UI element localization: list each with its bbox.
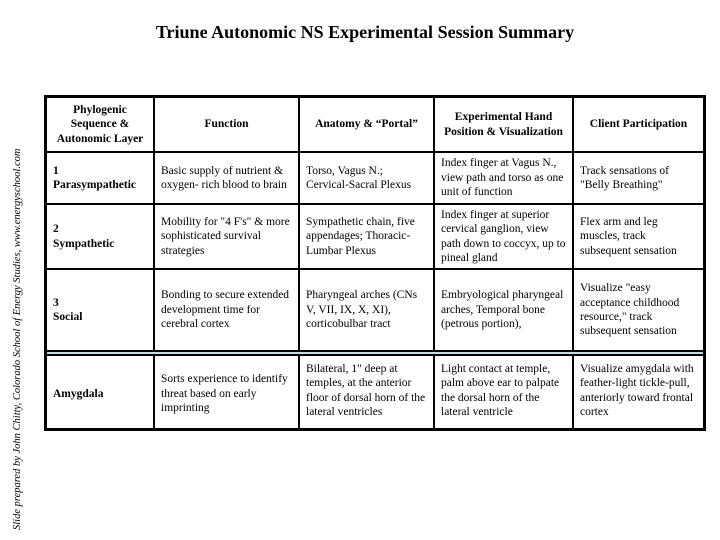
table-row: [46, 269, 705, 351]
layer-name: Social: [53, 311, 83, 323]
anatomy-cell: Bilateral, 1" deep at temples, at the anterior floor of dorsal horn of the lateral ventricles: [299, 355, 434, 430]
header-hand: Experimental Hand Position & Visualization: [434, 97, 573, 153]
function-cell: Basic supply of nutrient & oxygen- rich blood to brain: [154, 152, 299, 204]
client-cell: Visualize amygdala with feather-light tickle-pull, anteriorly toward frontal cortex: [573, 355, 705, 430]
anatomy-cell: Pharyngeal arches (CNs V, VII, IX, X, XI), corticobulbar tract: [299, 269, 434, 351]
header-client: Client Participation: [573, 97, 705, 153]
anatomy-cell: Sympathetic chain, five appendages; Thoracic-Lumbar Plexus: [299, 204, 434, 269]
function-cell: Mobility for "4 F's" & more sophisticated survival strategies: [154, 204, 299, 269]
header-function: Function: [154, 97, 299, 153]
layer-cell: [46, 355, 155, 430]
hand-cell: Light contact at temple, palm above ear to palpate the dorsal horn of the lateral ventricle: [434, 355, 573, 430]
layer-name: Amygdala: [53, 387, 104, 400]
layer-cell: [46, 269, 155, 351]
client-cell: Visualize "easy acceptance childhood resource," track subsequent sensation: [573, 269, 705, 351]
layer-cell: [46, 204, 155, 269]
hand-cell: Index finger at superior cervical ganglion, view path down to coccyx, up to pineal gland: [434, 204, 573, 269]
summary-table: [44, 95, 706, 431]
layer-name: Parasympathetic: [53, 179, 137, 191]
table-row: [46, 204, 705, 269]
client-cell: Flex arm and leg muscles, track subsequent sensation: [573, 204, 705, 269]
page-title: Triune Autonomic NS Experimental Session Summary: [155, 22, 575, 42]
function-cell: Bonding to secure extended development time for cerebral cortex: [154, 269, 299, 351]
hand-cell: Index finger at Vagus N., view path and torso as one unit of function: [434, 152, 573, 204]
header-layer: Phylogenic Sequence & Autonomic Layer: [46, 97, 155, 153]
layer-cell: [46, 152, 155, 204]
table-row: [46, 152, 705, 204]
hand-cell: Embryological pharyngeal arches, Temporal bone (petrous portion),: [434, 269, 573, 351]
client-cell: Track sensations of "Belly Breathing": [573, 152, 705, 204]
table-row: [46, 355, 705, 430]
layer-name: Sympathetic: [53, 237, 115, 250]
function-cell: Sorts experience to identify threat based on early imprinting: [154, 355, 299, 430]
layer-number: 2: [53, 223, 59, 236]
anatomy-cell: Torso, Vagus N.; Cervical-Sacral Plexus: [299, 152, 434, 204]
layer-number: 3: [53, 296, 59, 309]
side-credit: Slide prepared by John Chitty, Colorado School of Energy Studies, www.energyschool.com: [12, 148, 23, 530]
layer-number: 1: [53, 164, 59, 177]
header-row: [46, 97, 705, 153]
header-anatomy: Anatomy & “Portal”: [299, 97, 434, 153]
